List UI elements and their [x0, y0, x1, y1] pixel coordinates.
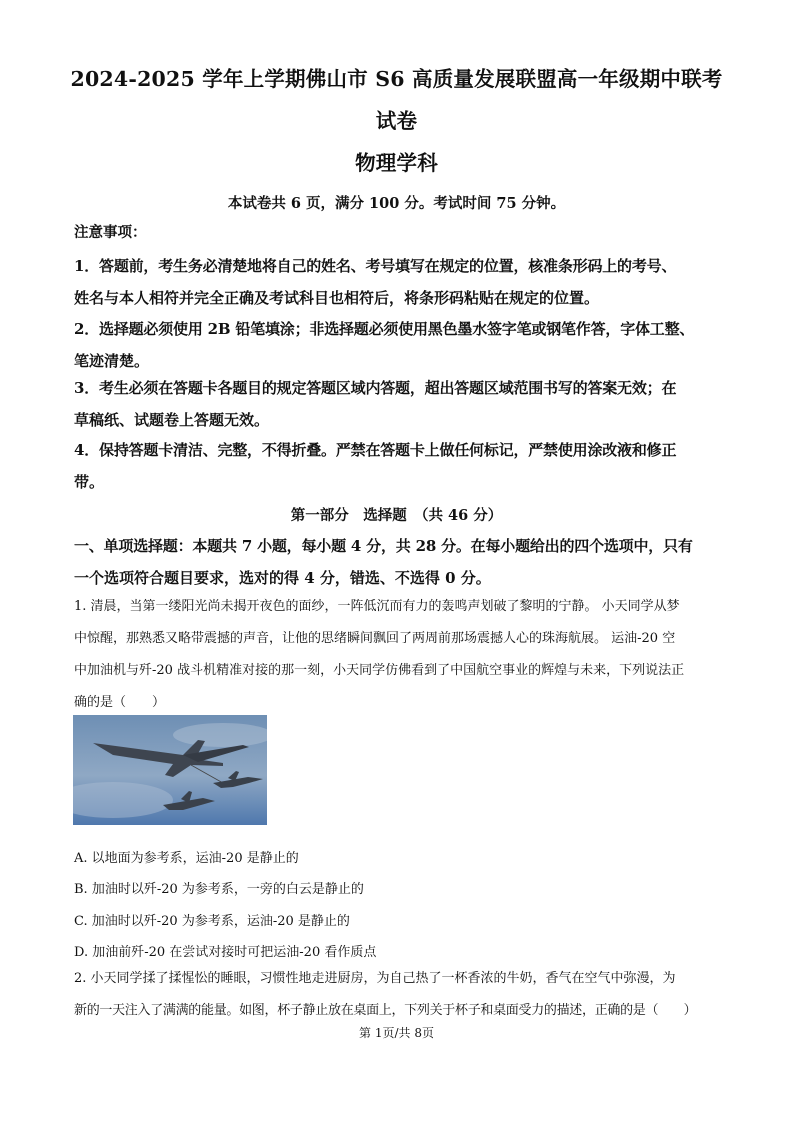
notice-item-1: 1．答题前，考生务必清楚地将自己的姓名、考号填写在规定的位置，核准条形码上的考号、 姓名与本人相符并完全正确及考试科目也相符后，将条形码粘贴在规定的位置。 [74, 257, 677, 307]
page-footer: 第 1页/共 8页 [359, 1026, 434, 1040]
question-1-stem: 1. 清晨，当第一缕阳光尚未揭开夜色的面纱，一阵低沉而有力的轰鸣声划破了黎明的宁静。 小天同学从梦 中惊醒，那熟悉又略带震撼的声音，让他的思绪瞬间飘回了两周前那场震撼人心的珠海航展。 运油-20 空 中加油机与歼-20 战斗机精准对接的那一刻，小天同学仿佛看到了中国航空事业的辉煌与未来，下列说法正 确的是（ ） [74, 599, 685, 710]
question-2-stem: 2. 小天同学揉了揉惺忪的睡眼，习惯性地走进厨房，为自己热了一杯香浓的牛奶，香气在空气中弥漫，为 新的一天注入了满满的能量。如图，杯子静止放在桌面上，下列关于杯子和桌面受力的描述，正确的是（ ） [74, 971, 697, 1018]
exam-info: 本试卷共 6 页，满分 100 分。考试时间 75 分钟。 [227, 195, 566, 212]
part1-heading: 第一部分 选择题 （共 46 分） [290, 507, 503, 524]
exam-title-line2: 试卷 [375, 109, 418, 133]
q1-option-b: B. 加油时以歼-20 为参考系，一旁的白云是静止的 [74, 882, 364, 897]
notice-item-2: 2．选择题必须使用 2B 铅笔填涂；非选择题必须使用黑色墨水签字笔或钢笔作答，字体工整、 笔迹清楚。 [74, 320, 695, 370]
q1-option-d: D. 加油前歼-20 在尝试对接时可把运油-20 看作质点 [74, 945, 377, 960]
notice-heading: 注意事项： [74, 224, 147, 241]
refueling-aircraft-photo [73, 715, 267, 825]
section-instructions: 一、单项选择题：本题共 7 小题，每小题 4 分，共 28 分。在每小题给出的四个选项中，只有 一个选项符合题目要求，选对的得 4 分，错选、不选得 0 分。 [74, 537, 693, 587]
exam-title-line1: 2024-2025 学年上学期佛山市 S6 高质量发展联盟高一年级期中联考 [70, 67, 723, 91]
notice-item-3: 3．考生必须在答题卡各题目的规定答题区域内答题，超出答题区域范围书写的答案无效；在 草稿纸、试题卷上答题无效。 [74, 379, 677, 429]
notice-item-4: 4．保持答题卡清洁、完整，不得折叠。严禁在答题卡上做任何标记，严禁使用涂改液和修正 带。 [74, 441, 677, 491]
subject-title: 物理学科 [355, 151, 438, 175]
q1-option-c: C. 加油时以歼-20 为参考系，运油-20 是静止的 [74, 914, 350, 929]
q1-option-a: A. 以地面为参考系，运油-20 是静止的 [74, 851, 299, 866]
